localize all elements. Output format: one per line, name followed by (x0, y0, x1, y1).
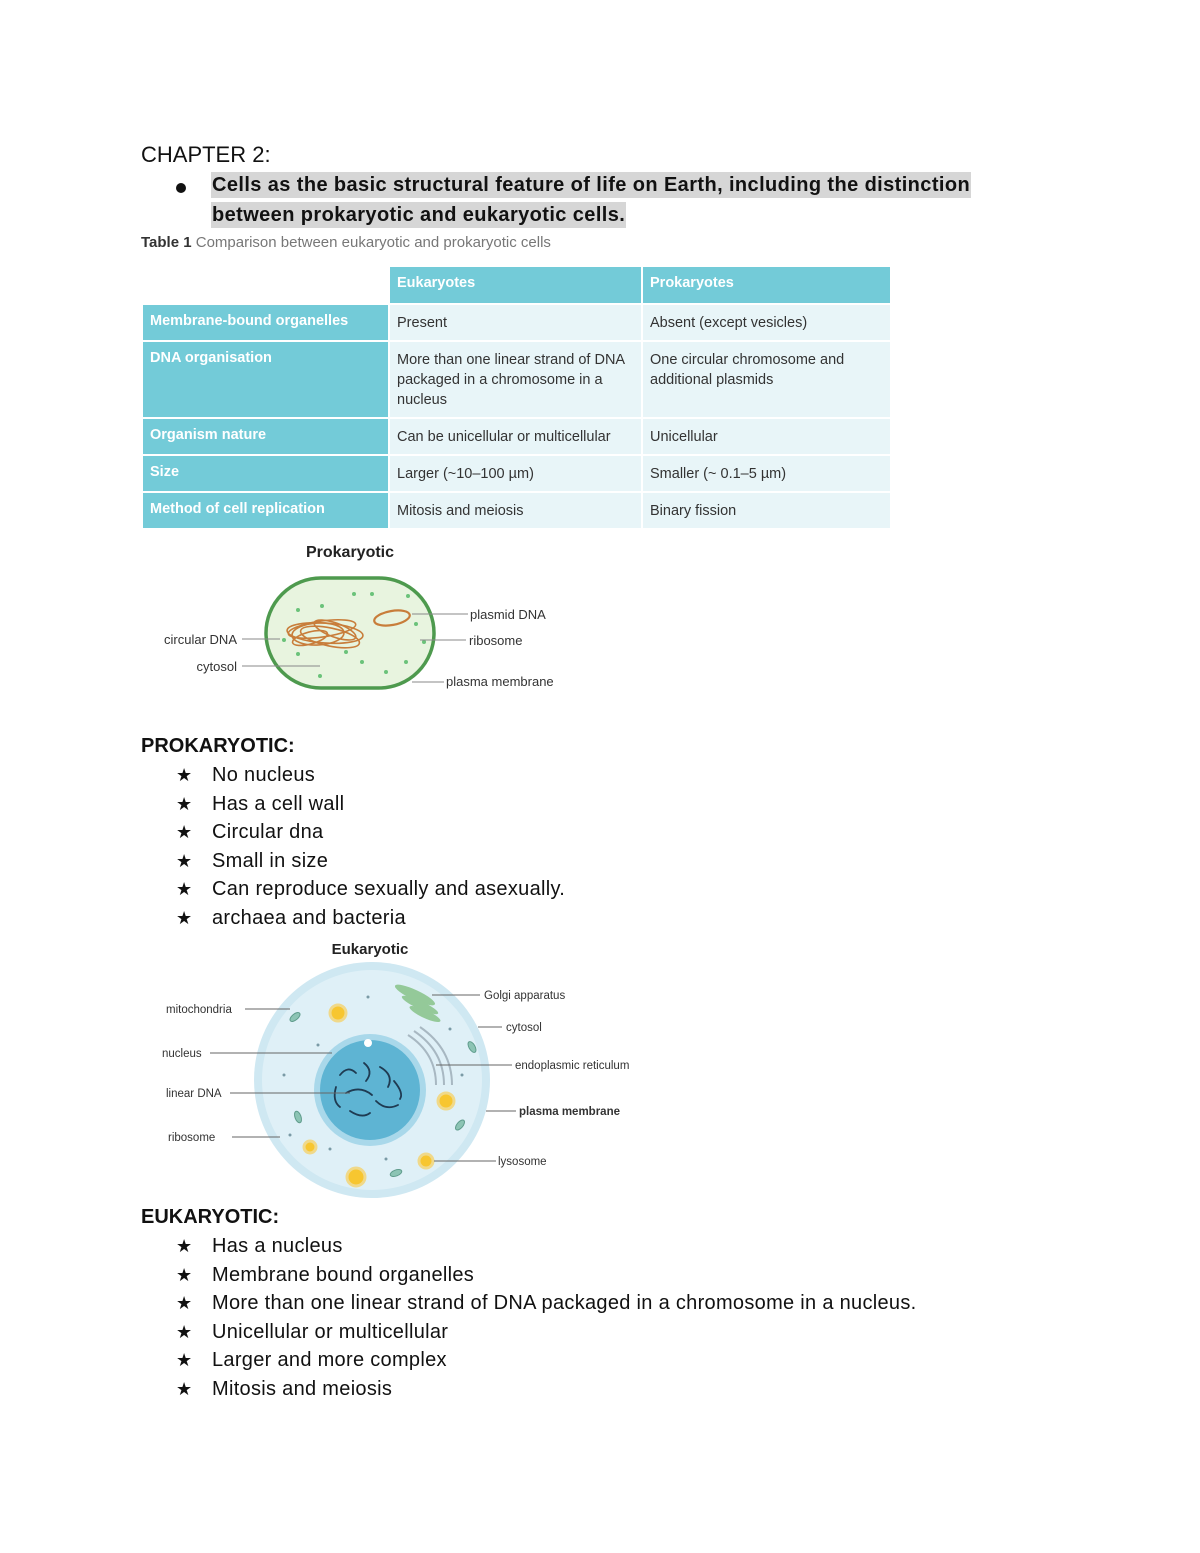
star-icon: ★ (176, 907, 193, 928)
list-item (176, 818, 565, 847)
list-item (176, 1289, 917, 1318)
table-caption-text: Comparison between eukaryotic and prokaryotic cells (195, 234, 551, 251)
label-cytosol: cytosol (196, 659, 237, 674)
star-icon: ★ (176, 1350, 193, 1371)
list-item-text: More than one linear strand of DNA packaged in a chromosome in a nucleus. (212, 1292, 917, 1315)
label-mitochondria: mitochondria (166, 1004, 232, 1016)
table-cell-eukaryotes: More than one linear strand of DNA packaged in a chromosome in a nucleus (389, 341, 642, 418)
star-icon: ★ (176, 1236, 193, 1256)
topic-line-1: Cells as the basic structural feature of life on Earth, including the distinction (212, 174, 971, 196)
list-item (176, 904, 565, 933)
table-cell-prokaryotes: Binary fission (642, 492, 891, 529)
table-header-row (142, 266, 891, 304)
star-icon: ★ (176, 793, 193, 814)
label-plasma-membrane: plasma membrane (446, 674, 554, 689)
table-cell-eukaryotes: Mitosis and meiosis (389, 492, 642, 529)
topic-line-2: between prokaryotic and eukaryotic cells. (212, 204, 626, 226)
label-ribosome: ribosome (168, 1132, 216, 1144)
star-icon: ★ (176, 879, 193, 900)
row-header: DNA organisation (142, 341, 389, 418)
eukaryotic-heading: EUKARYOTIC: (141, 1206, 280, 1228)
label-nucleus: nucleus (162, 1048, 202, 1060)
row-header: Size (142, 455, 389, 492)
col-header-prokaryotes: Prokaryotes (642, 266, 891, 304)
list-item-text: Unicellular or multicellular (212, 1320, 449, 1343)
prokaryotic-heading: PROKARYOTIC: (141, 735, 295, 757)
star-icon: ★ (176, 1264, 193, 1285)
table-caption-label: Table 1 (141, 234, 192, 251)
star-icon: ★ (176, 1378, 193, 1399)
bullet-dot-icon (176, 183, 186, 193)
list-item-text: Can reproduce sexually and asexually. (212, 878, 566, 901)
table-cell-eukaryotes: Can be unicellular or multicellular (389, 418, 642, 455)
list-item-text: Has a nucleus (212, 1235, 343, 1257)
row-header: Membrane-bound organelles (142, 304, 389, 341)
prokaryotic-cell-diagram (150, 530, 570, 700)
list-item (176, 761, 565, 790)
table-cell-prokaryotes: One circular chromosome and additional plasmids (642, 341, 891, 418)
table-cell-eukaryotes: Larger (~10–100 µm) (389, 455, 642, 492)
eukaryotic-cell-diagram (150, 935, 650, 1200)
list-item-text: archaea and bacteria (212, 906, 406, 929)
table-row (142, 455, 891, 492)
table-cell-prokaryotes: Smaller (~ 0.1–5 µm) (642, 455, 891, 492)
eukaryotic-diagram-title: Eukaryotic (331, 941, 409, 958)
comparison-table (141, 265, 892, 530)
list-item (176, 1375, 917, 1404)
list-item (176, 1318, 917, 1347)
label-endoplasmic-reticulum: endoplasmic reticulum (515, 1060, 630, 1072)
prokaryotic-list (176, 761, 565, 933)
table-row (142, 418, 891, 455)
star-icon: ★ (176, 1293, 193, 1314)
list-item-text: Mitosis and meiosis (212, 1377, 393, 1400)
list-item (176, 1261, 917, 1290)
chapter-title: CHAPTER 2: (141, 142, 271, 167)
list-item (176, 1346, 917, 1375)
label-golgi-apparatus: Golgi apparatus (484, 990, 566, 1002)
table-row (142, 341, 891, 418)
star-icon: ★ (176, 765, 193, 785)
label-circular-dna: circular DNA (164, 632, 237, 647)
label-plasma-membrane: plasma membrane (519, 1106, 620, 1118)
table-row (142, 492, 891, 529)
list-item-text: Has a cell wall (212, 792, 345, 815)
list-item (176, 1232, 917, 1261)
list-item (176, 790, 565, 819)
label-linear-dna: linear DNA (166, 1088, 222, 1100)
label-plasmid-dna: plasmid DNA (470, 607, 546, 622)
list-item-text: Circular dna (212, 821, 324, 844)
label-cytosol: cytosol (506, 1022, 542, 1034)
list-item (176, 875, 565, 904)
list-item-text: Larger and more complex (212, 1349, 447, 1372)
row-header: Method of cell replication (142, 492, 389, 529)
list-item-text: Membrane bound organelles (212, 1263, 475, 1286)
star-icon: ★ (176, 1321, 193, 1342)
prokaryotic-diagram-title: Prokaryotic (305, 544, 395, 561)
star-icon: ★ (176, 850, 193, 871)
eukaryotic-list (176, 1232, 917, 1404)
row-header: Organism nature (142, 418, 389, 455)
list-item (176, 847, 565, 876)
star-icon: ★ (176, 822, 193, 843)
label-lysosome: lysosome (498, 1156, 547, 1168)
col-header-eukaryotes: Eukaryotes (389, 266, 642, 304)
nuclear-pore-icon (364, 1039, 372, 1047)
list-item-text: No nucleus (212, 764, 316, 786)
table-row (142, 304, 891, 341)
table-cell-prokaryotes: Unicellular (642, 418, 891, 455)
table-caption (141, 234, 551, 251)
list-item-text: Small in size (212, 849, 329, 872)
table-cell-eukaryotes: Present (389, 304, 642, 341)
table-cell-prokaryotes: Absent (except vesicles) (642, 304, 891, 341)
label-ribosome: ribosome (469, 633, 523, 648)
table-corner (142, 266, 389, 304)
